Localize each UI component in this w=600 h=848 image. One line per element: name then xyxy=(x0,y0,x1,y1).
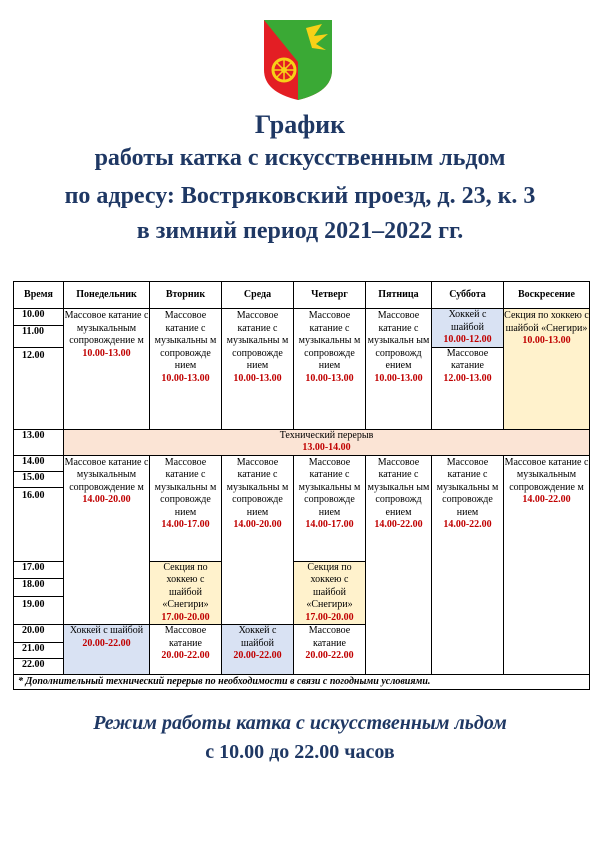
time-cell: 12.00 xyxy=(14,347,64,429)
header-thursday: Четверг xyxy=(294,282,366,309)
wednesday-morning: Массовое катание с музыкальны м сопровожде нием 10.00-13.00 xyxy=(222,309,294,430)
header-time: Время xyxy=(14,282,64,309)
header-friday: Пятница xyxy=(366,282,432,309)
time-cell: 19.00 xyxy=(14,596,64,624)
header-row xyxy=(14,282,590,309)
tuesday-section: Секция по хоккею с шайбой «Снегири» 17.00-20.00 xyxy=(150,561,222,625)
schedule-table xyxy=(13,281,590,690)
sunday-afternoon: Массовое катание с музыкальным сопровождение м 14.00-22.00 xyxy=(504,455,590,675)
friday-morning: Массовое катание с музыкальн ым сопровожд ением 10.00-13.00 xyxy=(366,309,432,430)
technical-break: Технический перерыв 13.00-14.00 xyxy=(64,429,590,455)
tuesday-evening: Массовое катание 20.00-22.00 xyxy=(150,625,222,675)
header-monday: Понедельник xyxy=(64,282,150,309)
footer-line-1: Режим работы катка с искусственным льдом xyxy=(93,712,507,734)
time-cell: 20.00 xyxy=(14,625,64,643)
time-cell: 18.00 xyxy=(14,579,64,597)
district-emblem xyxy=(262,18,334,102)
friday-afternoon: Массовое катание с музыкальн ым сопровожд ением 14.00-22.00 xyxy=(366,455,432,675)
time-cell: 16.00 xyxy=(14,487,64,561)
thursday-afternoon: Массовое катание с музыкальны м сопровожде нием 14.00-17.00 xyxy=(294,455,366,561)
sunday-section: Секция по хоккею с шайбой «Снегири» 10.00-13.00 xyxy=(504,309,590,430)
monday-morning: Массовое катание с музыкальным сопровождение м 10.00-13.00 xyxy=(64,309,150,430)
time-cell: 22.00 xyxy=(14,659,64,675)
title-line-4: в зимний период 2021–2022 гг. xyxy=(136,218,464,244)
time-cell: 10.00 xyxy=(14,309,64,326)
time-cell: 15.00 xyxy=(14,471,64,487)
title-line-1: График xyxy=(254,110,346,139)
footnote: * Дополнительный технический перерыв по необходимости в связи с погодными условиями. xyxy=(14,675,590,690)
header-tuesday: Вторник xyxy=(150,282,222,309)
tuesday-morning: Массовое катание с музыкальны м сопровожде нием 10.00-13.00 xyxy=(150,309,222,430)
header-saturday: Суббота xyxy=(432,282,504,309)
footer-line-2: с 10.00 до 22.00 часов xyxy=(205,741,395,763)
wednesday-hockey: Хоккей с шайбой 20.00-22.00 xyxy=(222,625,294,675)
wednesday-afternoon: Массовое катание с музыкальны м сопровожде нием 14.00-20.00 xyxy=(222,455,294,625)
saturday-afternoon: Массовое катание с музыкальны м сопровожде нием 14.00-22.00 xyxy=(432,455,504,675)
header-sunday: Воскресение xyxy=(504,282,590,309)
time-cell: 13.00 xyxy=(14,429,64,455)
time-cell: 21.00 xyxy=(14,643,64,659)
time-cell: 11.00 xyxy=(14,325,64,347)
monday-hockey: Хоккей с шайбой 20.00-22.00 xyxy=(64,625,150,675)
thursday-section: Секция по хоккею с шайбой «Снегири» 17.00-20.00 xyxy=(294,561,366,625)
header-wednesday: Среда xyxy=(222,282,294,309)
time-cell: 17.00 xyxy=(14,561,64,579)
thursday-evening: Массовое катание 20.00-22.00 xyxy=(294,625,366,675)
time-cell: 14.00 xyxy=(14,455,64,471)
tuesday-afternoon: Массовое катание с музыкальны м сопровожде нием 14.00-17.00 xyxy=(150,455,222,561)
title-line-2: работы катка с искусственным льдом xyxy=(94,145,506,171)
thursday-morning: Массовое катание с музыкальны м сопровожде нием 10.00-13.00 xyxy=(294,309,366,430)
saturday-hockey: Хоккей с шайбой 10.00-12.00 xyxy=(432,309,504,348)
title-line-3: по адресу: Востряковский проезд, д. 23, к. 3 xyxy=(64,183,536,209)
saturday-mass-morning: Массовое катание 12.00-13.00 xyxy=(432,347,504,429)
monday-afternoon: Массовое катание с музыкальным сопровождение м 14.00-20.00 xyxy=(64,455,150,625)
